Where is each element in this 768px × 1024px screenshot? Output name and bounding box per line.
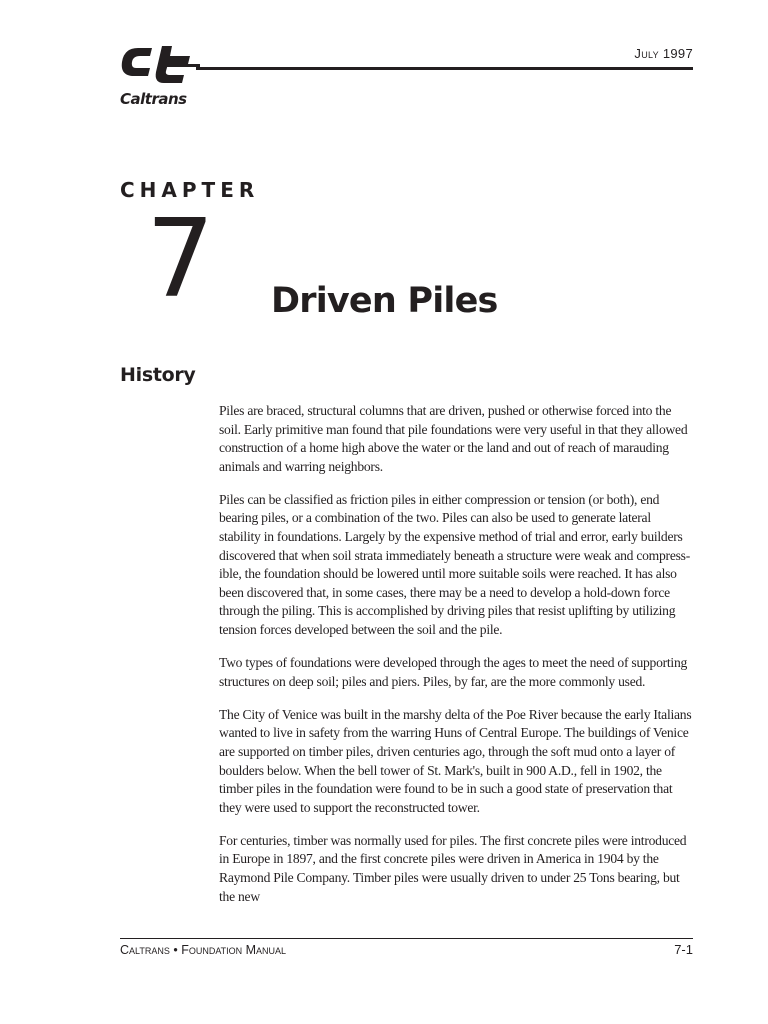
caltrans-logo <box>118 44 202 112</box>
header-rule <box>196 67 693 70</box>
paragraph: Piles are braced, structural columns that are driven, pushed or otherwise forced into the soil. Early primitive man found that pile foundations were very useful in that they allowed construction of a home high above the water or the land and out of reach of marauding animals and warring neighbors. <box>219 403 688 474</box>
logo-wordmark: Caltrans <box>120 90 187 108</box>
footer-rule <box>120 938 693 939</box>
chapter-label: CHAPTER <box>120 178 260 202</box>
paragraph: Two types of foundations were developed through the ages to meet the need of supporting structures on deep soil; piles and piers. Piles, by far, are the more commonly used. <box>219 655 688 689</box>
footer-manual-title: Caltrans • Foundation Manual <box>120 943 287 957</box>
chapter-number: 7 <box>146 197 211 322</box>
paragraph: Piles can be classified as friction piles in either compression or tension (or both), end bearing piles, or a combination of the two. Piles can also be used to generate lateral stability in foundations. Largely by the expensive method of trial and error, early builders discovered that when soil strata immediately beneath a structure were weak and compress-ible, the foundation should be lowered until more suitable soils were reached. It has also been discovered that, in some cases, there may be a need to develop a hold-down force through the piling. This is accomplished by driving piles that resist uplifting by utilizing tension forces developed between the soil and the pile. <box>219 491 690 638</box>
body-text <box>219 402 694 921</box>
paragraph: For centuries, timber was normally used for piles. The first concrete piles were introduced in Europe in 1897, and the first concrete piles were driven in America in 1904 by the Raymond Pile Company. Timber piles were usually driven to under 25 Tons bearing, but the new <box>219 832 687 904</box>
paragraph: The City of Venice was built in the marshy delta of the Poe River because the early Italians wanted to live in safety from the warring Huns of Central Europe. The buildings of Venice are supported on timber piles, driven centuries ago, through the soft mud onto a layer of boulders below. When the bell tower of St. Mark's, built in 900 A.D., fell in 1902, the timber piles in the foundation were found to be in such a good state of preservation that they were used to support the reconstructed tower. <box>219 706 692 815</box>
header-date: July 1997 <box>634 46 693 61</box>
chapter-title: Driven Piles <box>271 281 498 321</box>
page-number: 7-1 <box>674 942 693 957</box>
ct-monogram-icon <box>118 44 202 90</box>
section-heading: History <box>120 364 196 386</box>
